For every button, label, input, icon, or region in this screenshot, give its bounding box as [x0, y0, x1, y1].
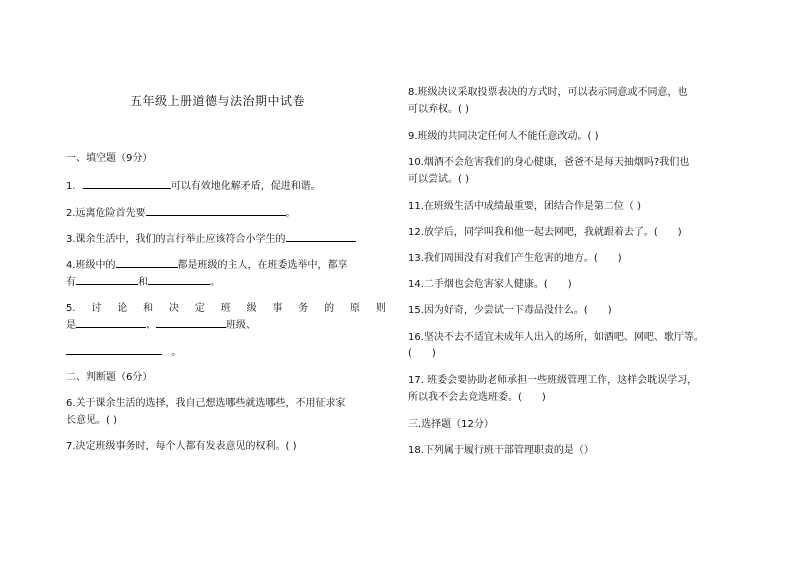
- q2-end: 。: [285, 208, 296, 219]
- q1-number: 1.: [66, 181, 76, 192]
- q4-text-e: 。: [210, 277, 220, 288]
- q5-blank-1[interactable]: [76, 316, 146, 328]
- q5-char: 事: [272, 303, 283, 314]
- q5-char: 级: [246, 303, 257, 314]
- q5-char: 和: [143, 303, 154, 314]
- section-fill-heading: 一、填空题（9分）: [66, 153, 153, 164]
- question-13: 13.我们周围没有对我们产生危害的地方。( ): [408, 253, 622, 264]
- q4-text-b: 都是班级的主人，在班委选举中，都享: [177, 260, 348, 271]
- question-5-line-2: [66, 316, 256, 334]
- q5-char: 论: [117, 303, 128, 314]
- question-9: 9.班级的共同决定任何人不能任意改动。( ): [408, 131, 599, 142]
- question-8-line-2: 可以弃权。( ): [408, 104, 469, 115]
- question-7: 7.决定班级事务时，每个人都有发表意见的权利。( ): [66, 441, 297, 452]
- q5-char: 原: [350, 303, 360, 314]
- q5-char: 定: [194, 303, 205, 314]
- question-17-line-1: 17. 班委会要协助老师承担一些班级管理工作，这样会耽误学习，: [408, 375, 698, 386]
- question-5-line-1: [66, 300, 386, 317]
- question-5-line-3: [66, 343, 181, 361]
- q4-text-c: 有: [66, 277, 76, 288]
- q1-blank[interactable]: [83, 177, 171, 189]
- section-judge-heading: 二、判断题（6分）: [66, 372, 153, 383]
- question-10-line-1: 10.烟酒不会危害我们的身心健康，爸爸不是每天抽烟吗?我们也: [408, 157, 690, 168]
- q4-blank-1[interactable]: [116, 256, 178, 268]
- q5-text-b: 、: [146, 320, 156, 331]
- q5-text-a: 是: [66, 320, 76, 331]
- q4-text-d: 和: [138, 277, 148, 288]
- question-4-line-2: [66, 273, 220, 291]
- q5-end: 。: [171, 347, 182, 358]
- q5-char: 决: [168, 303, 179, 314]
- q3-text: 3.课余生活中，我们的言行举止应该符合小学生的: [66, 234, 286, 245]
- question-3: [66, 230, 356, 248]
- question-12: 12.放学后，同学叫我和他一起去网吧，我就跟着去了。( ): [408, 227, 682, 238]
- q4-text-a: 4.班级中的: [66, 260, 116, 271]
- question-17-line-2: 所以我不会去竞选班委。( ): [408, 392, 546, 403]
- q4-blank-3[interactable]: [148, 273, 210, 285]
- question-10-line-2: 可以尝试。( ): [408, 174, 469, 185]
- question-18: 18.下列属于履行班干部管理职责的是（）: [408, 445, 594, 456]
- question-16-line-2: ( ): [408, 348, 436, 359]
- question-14: 14.二手烟也会危害家人健康。( ): [408, 279, 572, 290]
- q5-char: 的: [324, 303, 335, 314]
- q5-char: 讨: [91, 303, 102, 314]
- question-8-line-1: 8.班级决议采取投票表决的方式时，可以表示同意或不同意，也: [408, 87, 688, 98]
- q2-blank[interactable]: [146, 204, 286, 216]
- question-1: [66, 177, 321, 195]
- question-15: 15.因为好奇，少尝试一下毒品没什么。( ): [408, 305, 612, 316]
- q5-char: 则: [375, 303, 386, 314]
- question-16-line-1: 16.坚决不去不适宜未成年人出入的场所，如酒吧、网吧、歌厅等。: [408, 332, 704, 343]
- q1-text: 可以有效地化解矛盾，促进和谐。: [170, 181, 321, 192]
- q5-text-c: 班级、: [226, 320, 256, 331]
- exam-title: 五年级上册道德与法治期中试卷: [130, 94, 306, 108]
- q5-blank-3[interactable]: [66, 343, 162, 355]
- question-6-line-1: 6.关于课余生活的选择，我自己想选哪些就选哪些，不用征求家: [66, 398, 346, 409]
- q4-blank-2[interactable]: [76, 273, 138, 285]
- question-2: [66, 204, 296, 222]
- q2-text: 2.远离危险首先要: [66, 208, 146, 219]
- q5-char: 务: [298, 303, 309, 314]
- question-4-line-1: [66, 256, 348, 274]
- q5-blank-2[interactable]: [156, 316, 226, 328]
- question-11: 11.在班级生活中成绩最重要，团结合作是第二位（ ): [408, 201, 641, 212]
- question-6-line-2: 长意见。( ): [66, 415, 117, 426]
- q3-blank[interactable]: [286, 230, 356, 242]
- q5-char: 5.: [66, 303, 76, 314]
- section-choice-heading: 三.选择题（12分）: [408, 419, 494, 430]
- q5-char: 班: [220, 303, 231, 314]
